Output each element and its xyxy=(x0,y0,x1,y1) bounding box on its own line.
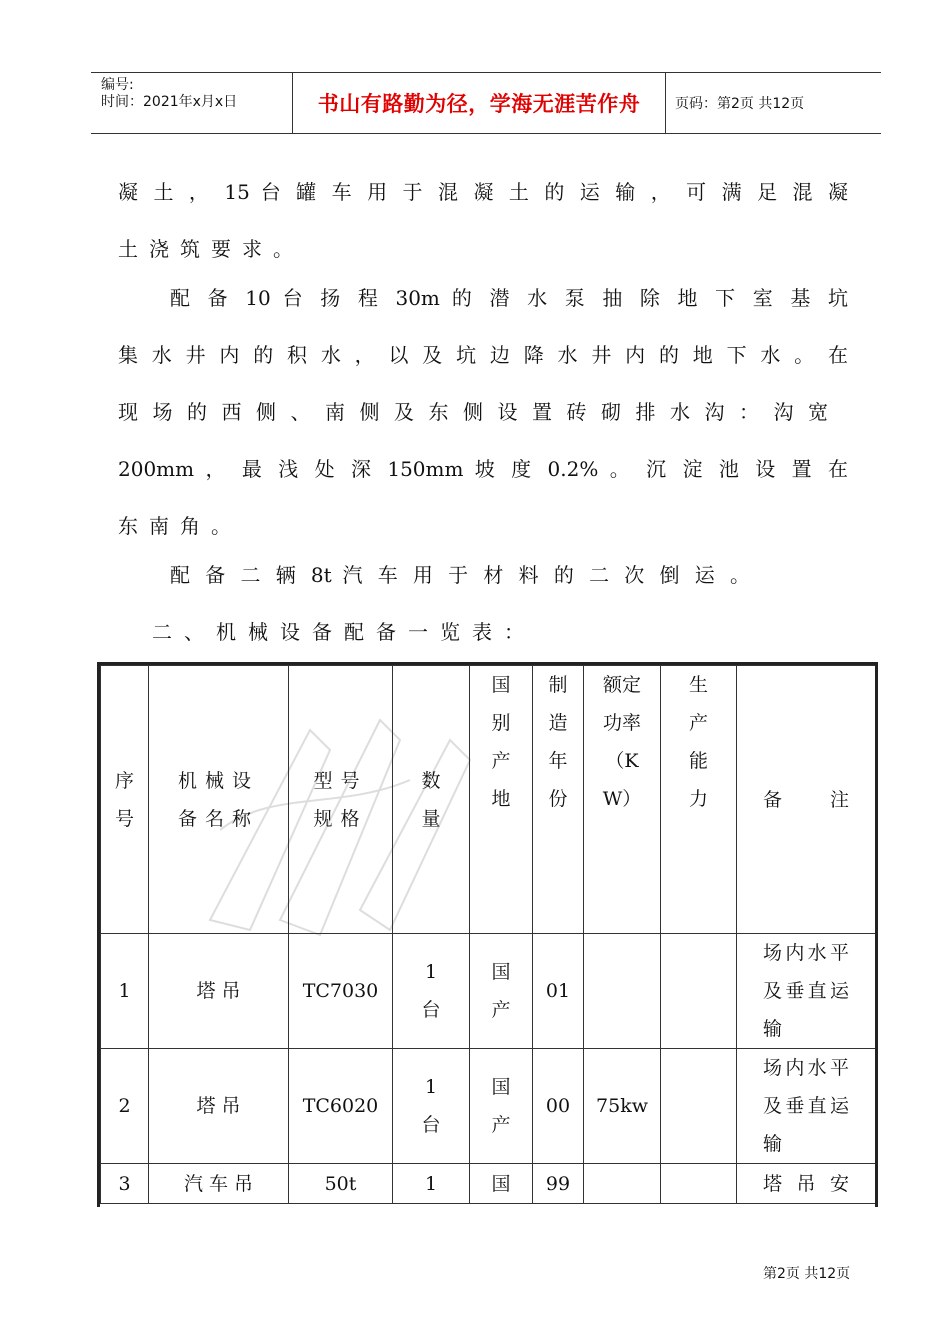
cell-capacity xyxy=(661,1049,737,1164)
header-origin: 国别产地 xyxy=(470,666,533,934)
table-row xyxy=(101,1049,876,1164)
cell-qty: 1台 xyxy=(393,1049,470,1164)
cell-model: TC7030 xyxy=(289,934,393,1049)
cell-year: 00 xyxy=(533,1049,584,1164)
cell-name: 塔 吊 xyxy=(149,1049,289,1164)
header-divider xyxy=(665,73,666,133)
equipment-table xyxy=(97,662,878,1207)
section-title: 二、机械设备配备一览表： xyxy=(152,620,536,644)
paragraph-line: 配 备 10 台 扬 程 30m 的 潜 水 泵 抽 除 地 下 室 基 坑 xyxy=(170,286,848,310)
header-motto: 书山有路勤为径，学海无涯苦作舟 xyxy=(317,92,641,116)
cell-year: 99 xyxy=(533,1164,584,1204)
header-meta xyxy=(101,77,237,111)
cell-origin: 国产 xyxy=(470,1049,533,1164)
header-power: 额定功率（KW） xyxy=(584,666,661,934)
cell-model: TC6020 xyxy=(289,1049,393,1164)
page-header xyxy=(91,72,881,134)
cell-name: 塔 吊 xyxy=(149,934,289,1049)
cell-capacity xyxy=(661,1164,737,1204)
paragraph-line: 配 备 二 辆 8t 汽 车 用 于 材 料 的 二 次 倒 运 。 xyxy=(170,563,750,587)
cell-seq: 1 xyxy=(101,934,149,1049)
paragraph-line: 200mm ， 最 浅 处 深 150mm 坡 度 0.2% 。 沉 淀 池 设 置 在 xyxy=(118,457,848,481)
cell-capacity xyxy=(661,934,737,1049)
cell-seq: 3 xyxy=(101,1164,149,1204)
paragraph-line: 凝 土 ， 15 台 罐 车 用 于 混 凝 土 的 运 输 ， 可 满 足 混 凝 xyxy=(118,180,848,204)
table-row xyxy=(101,1164,876,1204)
cell-seq: 2 xyxy=(101,1049,149,1164)
cell-power xyxy=(584,1164,661,1204)
cell-remark: 场内水平及垂直运输 xyxy=(737,1049,876,1164)
paragraph-line: 集 水 井 内 的 积 水 ， 以 及 坑 边 降 水 井 内 的 地 下 水 。 在 xyxy=(118,343,848,367)
cell-qty: 1 xyxy=(393,1164,470,1204)
cell-power xyxy=(584,934,661,1049)
header-name: 机械设备名称 xyxy=(149,666,289,934)
cell-remark: 塔吊安 xyxy=(737,1164,876,1204)
cell-year: 01 xyxy=(533,934,584,1049)
header-page-info: 页码：第2页 共12页 xyxy=(675,96,805,112)
header-model: 型号规格 xyxy=(289,666,393,934)
paragraph-line: 现 场 的 西 侧 、 南 侧 及 东 侧 设 置 砖 砌 排 水 沟 ： 沟 宽 xyxy=(118,400,828,424)
table-row xyxy=(101,934,876,1049)
cell-origin: 国产 xyxy=(470,934,533,1049)
header-qty: 数量 xyxy=(393,666,470,934)
page-footer: 第2页 共12页 xyxy=(763,1266,851,1282)
header-remark: 备 注 xyxy=(737,666,876,934)
header-capacity: 生产能力 xyxy=(661,666,737,934)
paragraph-line: 东南角。 xyxy=(118,514,242,538)
cell-name: 汽 车 吊 xyxy=(149,1164,289,1204)
header-year: 制造年份 xyxy=(533,666,584,934)
cell-origin: 国 xyxy=(470,1164,533,1204)
header-seq: 序号 xyxy=(101,666,149,934)
cell-qty: 1台 xyxy=(393,934,470,1049)
cell-model: 50t xyxy=(289,1164,393,1204)
table-header-row xyxy=(101,666,876,934)
document-time: 时间：2021年x月x日 xyxy=(101,94,238,110)
document-number: 编号: xyxy=(101,77,134,93)
cell-power: 75kw xyxy=(584,1049,661,1164)
cell-remark: 场内水平及垂直运输 xyxy=(737,934,876,1049)
paragraph-line: 土浇筑要求。 xyxy=(118,237,304,261)
